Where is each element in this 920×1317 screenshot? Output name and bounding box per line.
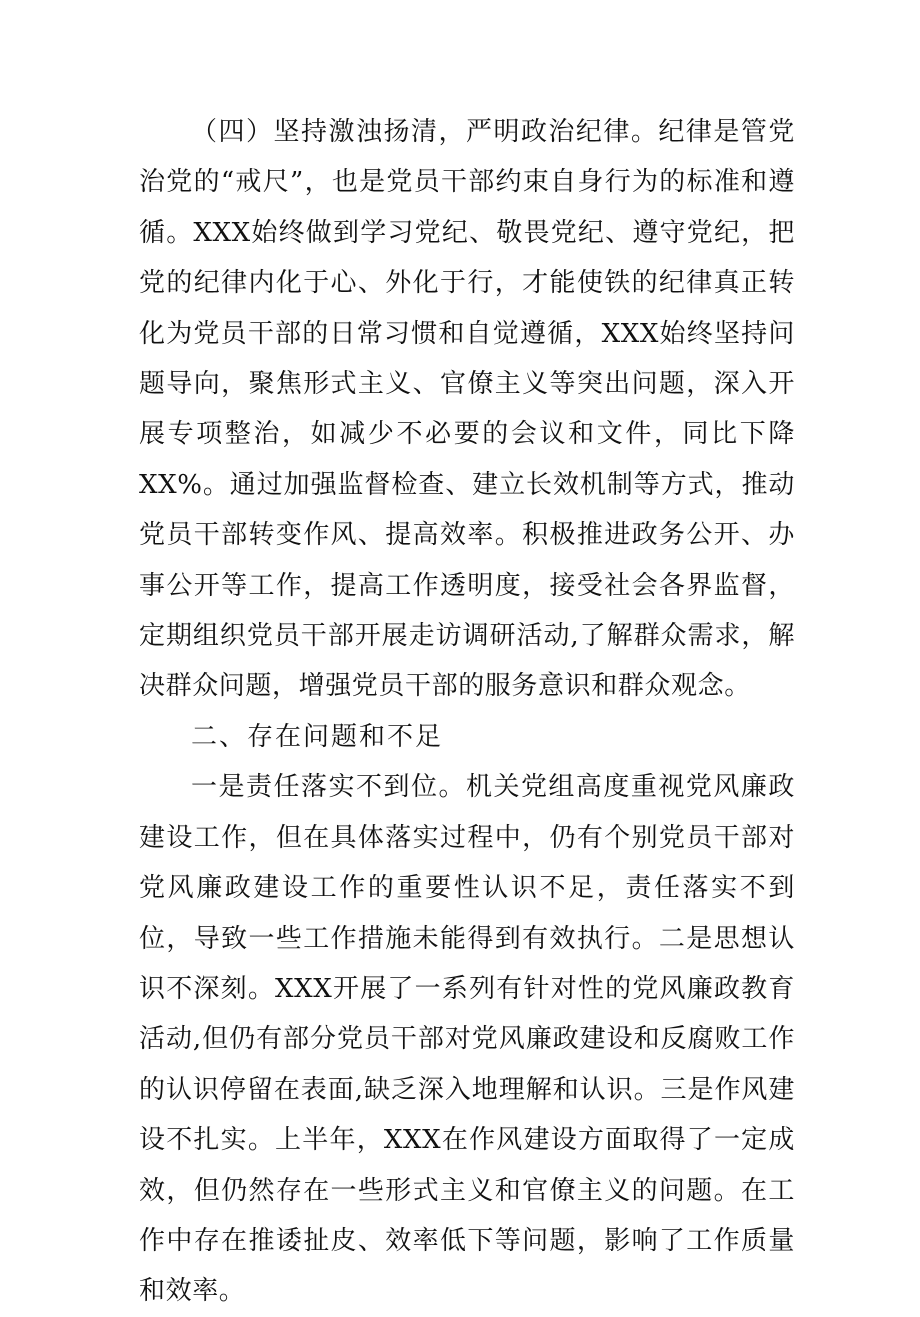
paragraph-problems: 一是责任落实不到位。机关党组高度重视党风廉政建设工作，但在具体落实过程中，仍有个别党员干部对党风廉政建设工作的重要性认识不足，责任落实不到位，导致一些工作措施未能得到有效执行。二是思想认识不深刻。XXX开展了一系列有针对性的党风廉政教育活动,但仍有部分党员干部对党风廉政建设和反腐败工作的认识停留在表面,缺乏深入地理解和认识。三是作风建设不扎实。上半年，XXX在作风建设方面取得了一定成效，但仍然存在一些形式主义和官僚主义的问题。在工作中存在推诿扯皮、效率低下等问题，影响了工作质量和效率。 — [139, 772, 795, 1307]
section-heading-problems: 二、存在问题和不足 — [191, 721, 444, 752]
paragraph-discipline: （四）坚持激浊扬清，严明政治纪律。纪律是管党治党的“戒尺”，也是党员干部约束自身行为的标准和遵循。XXX始终做到学习党纪、敬畏党纪、遵守党纪，把党的纪律内化于心、外化于行，才能使铁的纪律真正转化为党员干部的日常习惯和自觉遵循，XXX始终坚持问题导向，聚焦形式主义、官僚主义等突出问题，深入开展专项整治，如减少不必要的会议和文件，同比下降XX%。通过加强监督检查、建立长效机制等方式，推动党员干部转变作风、提高效率。积极推进政务公开、办事公开等工作，提高工作透明度，接受社会各界监督，定期组织党员干部开展走访调研活动,了解群众需求，解决群众问题，增强党员干部的服务意识和群众观念。 — [139, 117, 795, 702]
document-body — [139, 107, 795, 1317]
